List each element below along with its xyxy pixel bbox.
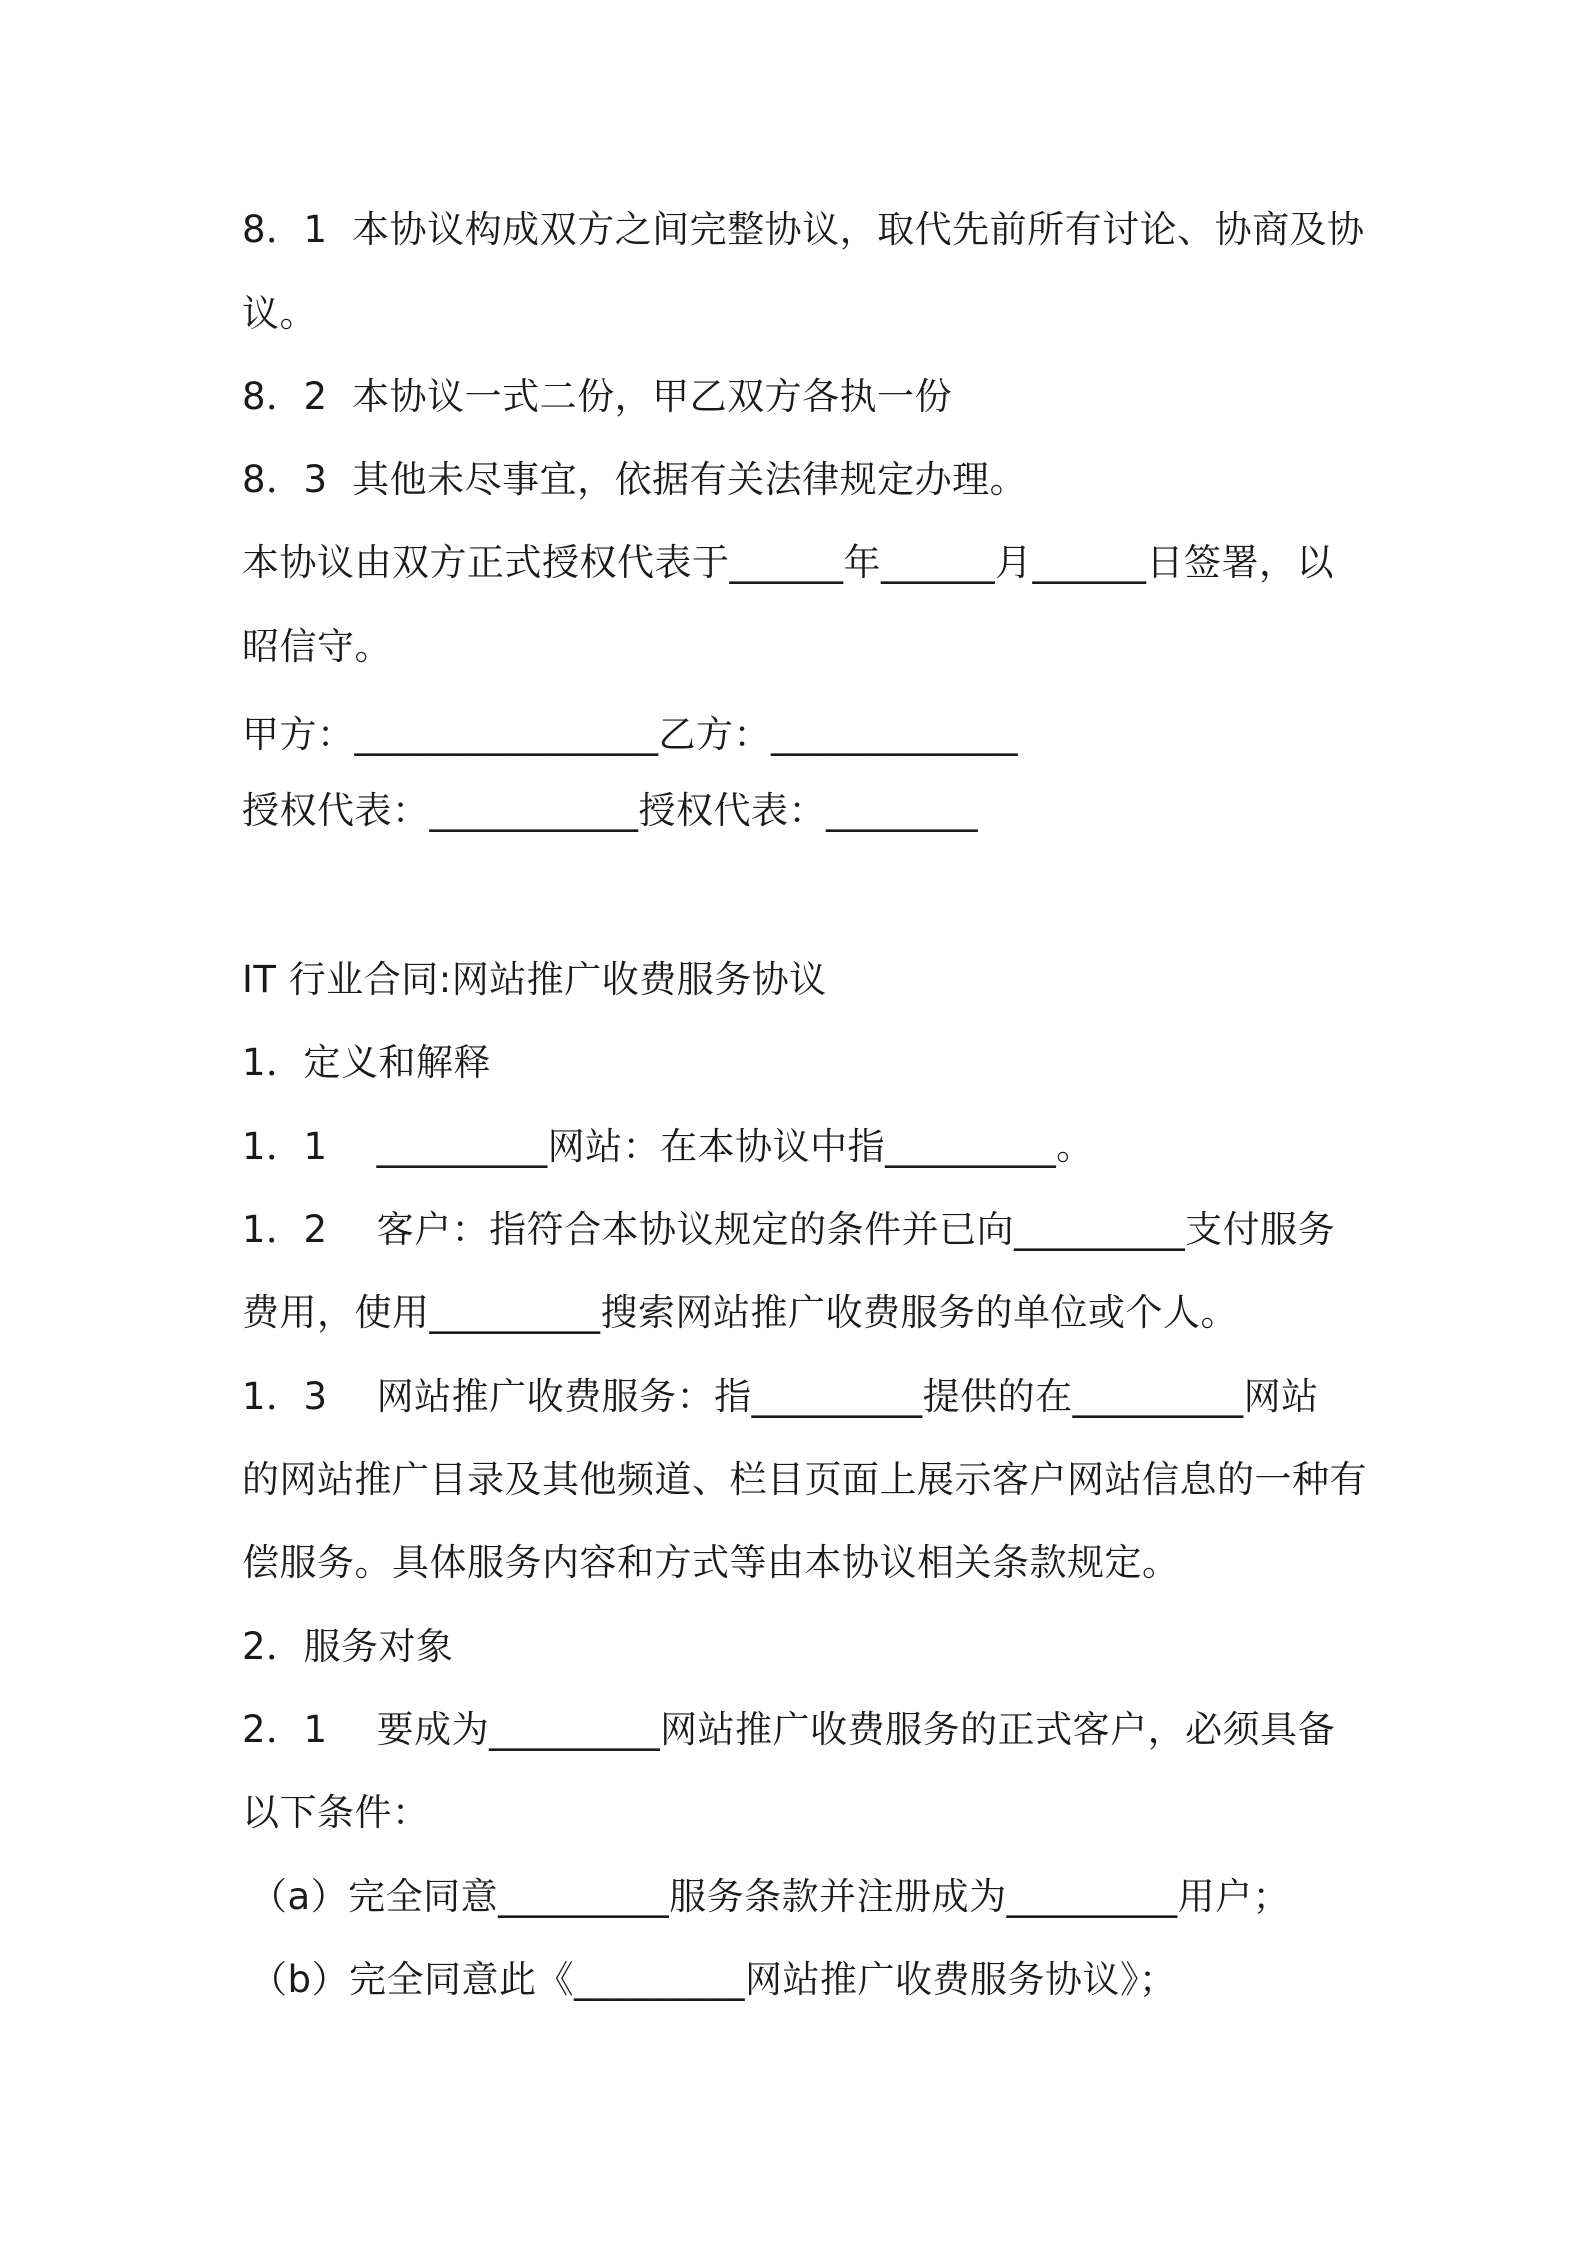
clause-2-1-line2: 以下条件： <box>242 1791 430 1834</box>
party-signature-line: 甲方：________________乙方：_____________ <box>242 713 1018 756</box>
representative-signature-line: 授权代表：___________授权代表：________ <box>242 789 978 832</box>
clause-1-2-line1: 1．2 客户：指符合本协议规定的条件并已向_________支付服务 <box>242 1208 1336 1251</box>
signing-statement-line2: 昭信守。 <box>242 625 392 668</box>
clause-1-3-line2: 的网站推广目录及其他频道、栏目页面上展示客户网站信息的一种有 <box>242 1458 1367 1501</box>
condition-b: （b）完全同意此《_________网站推广收费服务协议》； <box>250 1958 1177 2001</box>
clause-2-1-line1: 2．1 要成为_________网站推广收费服务的正式客户，必须具备 <box>242 1708 1336 1751</box>
clause-1-3-line3: 偿服务。具体服务内容和方式等由本协议相关条款规定。 <box>242 1541 1180 1584</box>
clause-8-1-line1: 8．1 本协议构成双方之间完整协议，取代先前所有讨论、协商及协 <box>242 208 1365 251</box>
section-2-heading: 2．服务对象 <box>242 1625 454 1668</box>
clause-8-3: 8．3 其他未尽事宜，依据有关法律规定办理。 <box>242 458 1028 501</box>
clause-8-1-line2: 议。 <box>242 292 317 335</box>
clause-1-2-line2: 费用，使用_________搜索网站推广收费服务的单位或个人。 <box>242 1291 1238 1334</box>
signing-statement-line1: 本协议由双方正式授权代表于______年______月______日签署，以 <box>242 541 1334 584</box>
clause-8-2: 8．2 本协议一式二份，甲乙双方各执一份 <box>242 375 953 418</box>
clause-1-3-line1: 1．3 网站推广收费服务：指_________提供的在_________网站 <box>242 1375 1319 1418</box>
section-1-heading: 1．定义和解释 <box>242 1041 492 1084</box>
clause-1-1: 1．1 _________网站：在本协议中指_________。 <box>242 1125 1094 1168</box>
contract-title: IT 行业合同:网站推广收费服务协议 <box>242 958 827 1001</box>
condition-a: （a）完全同意_________服务条款并注册成为_________用户； <box>250 1875 1291 1918</box>
